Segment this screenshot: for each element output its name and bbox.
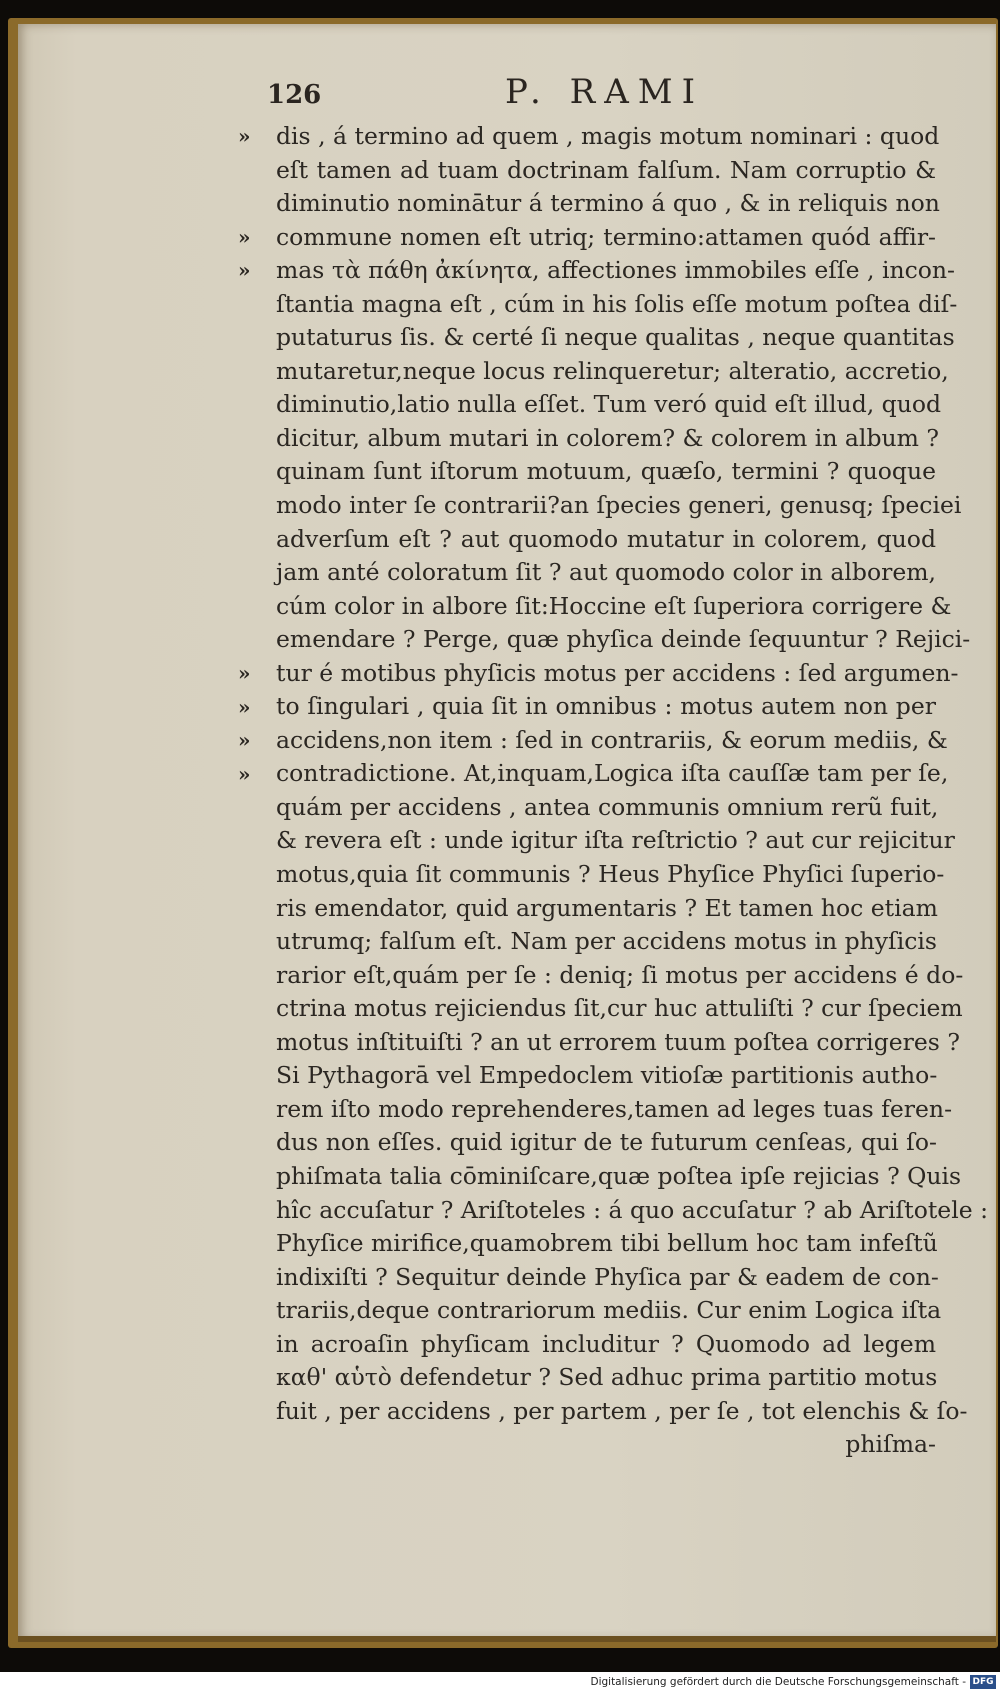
text-line: καθ' αὑτὸ defendetur ? Sed adhuc prima partitio motus: [276, 1363, 938, 1392]
margin-mark: »: [238, 224, 251, 249]
text-line: rem iſto modo reprehenderes,tamen ad leges tuas feren-: [276, 1094, 953, 1123]
text-line: Phyſice mirifice,quamobrem tibi bellum hoc tam infeſtũ: [276, 1229, 938, 1258]
text-line: utrumq; falſum eſt. Nam per accidens motus in phyſicis: [276, 927, 937, 956]
text-line: fuit , per accidens , per partem , per ſe , tot elenchis & ſo-: [276, 1396, 968, 1425]
running-head: P. RAMI: [505, 72, 704, 112]
text-line: dus non eſſes. quid igitur de te futurum cenſeas, qui ſo-: [276, 1128, 937, 1157]
text-line: phiſmata talia cōminiſcare,quæ poſtea ipſe rejicias ? Quis: [276, 1161, 962, 1190]
margin-mark: »: [238, 694, 251, 719]
dfg-logo-icon: DFG: [970, 1675, 996, 1689]
text-line: ris emendator, quid argumentaris ? Et tamen hoc etiam: [276, 893, 938, 922]
margin-mark: »: [238, 728, 251, 753]
footer-credit: Digitalisierung gefördert durch die Deutsche Forschungsgemeinschaft -: [590, 1676, 966, 1688]
text-line: putaturus ſis. & certé ſi neque qualitas , neque quantitas: [276, 323, 955, 352]
text-line: adverſum eſt ? aut quomodo mutatur in colorem, quod: [276, 524, 936, 553]
text-line: cúm color in albore ſit:Hoccine eſt ſuperiora corrigere &: [276, 591, 952, 620]
text-line: hîc accuſatur ? Ariſtoteles : á quo accuſatur ? ab Ariſtotele :: [276, 1195, 989, 1224]
text-line: & revera eſt : unde igitur iſta reſtrictio ? aut cur rejicitur: [276, 826, 955, 855]
text-line: diminutio,latio nulla eſſet. Tum veró quid eſt illud, quod: [276, 390, 942, 419]
text-line: mutaretur,neque locus relinqueretur; alteratio, accretio,: [276, 356, 949, 385]
digitization-footer: [0, 1672, 1000, 1699]
body-text: [276, 120, 989, 1462]
margin-mark: »: [238, 258, 251, 283]
text-line: jam anté coloratum ſit ? aut quomodo color in alborem,: [276, 558, 936, 587]
text-line: motus,quia ſit communis ? Heus Phyſice Phyſici ſuperio-: [276, 860, 945, 889]
text-line: ſtantia magna eſt , cúm in his ſolis eſſe motum poſtea diſ-: [276, 289, 958, 318]
margin-mark: »: [238, 761, 251, 786]
text-line: accidens,non item : ſed in contrariis, & eorum mediis, &: [276, 725, 948, 754]
text-line: mas τὰ πάθη ἀκίνητα, affectiones immobiles eſſe , incon-: [276, 256, 955, 285]
page-number: 126: [267, 80, 322, 110]
text-line: ctrina motus rejiciendus ſit,cur huc attuliſti ? cur ſpeciem: [276, 994, 963, 1023]
text-line: to ſingulari , quia ſit in omnibus : motus autem non per: [276, 692, 936, 721]
text-line: indixiſti ? Sequitur deinde Phyſica par & eadem de con-: [276, 1262, 939, 1291]
margin-mark: »: [238, 124, 251, 148]
text-line: quinam ſunt iſtorum motuum, quæſo, termini ? quoque: [276, 457, 936, 486]
margin-mark: »: [238, 660, 251, 685]
text-line: rarior eſt,quám per ſe : deniq; ſi motus per accidens é do-: [276, 960, 964, 989]
text-line: emendare ? Perge, quæ phyſica deinde ſequuntur ? Rejici-: [276, 625, 971, 654]
catchword: phiſma-: [845, 1430, 936, 1459]
text-line: tur é motibus phyſicis motus per accidens : ſed argumen-: [276, 658, 959, 687]
page-header: [0, 60, 1000, 110]
text-line: trariis,deque contrariorum mediis. Cur enim Logica iſta: [276, 1296, 942, 1325]
text-line: diminutio nominātur á termino á quo , & in reliquis non: [276, 189, 940, 218]
text-line: dicitur, album mutari in colorem? & colorem in album ?: [276, 423, 939, 452]
text-line: in acroaſin phyſicam includitur ? Quomodo ad legem: [276, 1329, 936, 1358]
text-line: Si Pythagorā vel Empedoclem vitioſæ partitionis autho-: [276, 1061, 938, 1090]
text-line: motus inſtituiſti ? an ut errorem tuum poſtea corrigeres ?: [276, 1027, 960, 1056]
text-line: contradictione. At,inquam,Logica iſta cauſſæ tam per ſe,: [276, 759, 949, 788]
text-line: modo inter ſe contrarii?an ſpecies generi, genusq; ſpeciei: [276, 491, 962, 520]
page-bottom-edge: [18, 1636, 996, 1642]
text-line: eſt tamen ad tuam doctrinam falſum. Nam corruptio &: [276, 155, 936, 184]
text-line: commune nomen eſt utriq; termino:attamen quód affir-: [276, 222, 936, 251]
text-line: dis , á termino ad quem , magis motum nominari : quod: [276, 122, 940, 150]
text-line: quám per accidens , antea communis omnium rerũ fuit,: [276, 792, 939, 821]
